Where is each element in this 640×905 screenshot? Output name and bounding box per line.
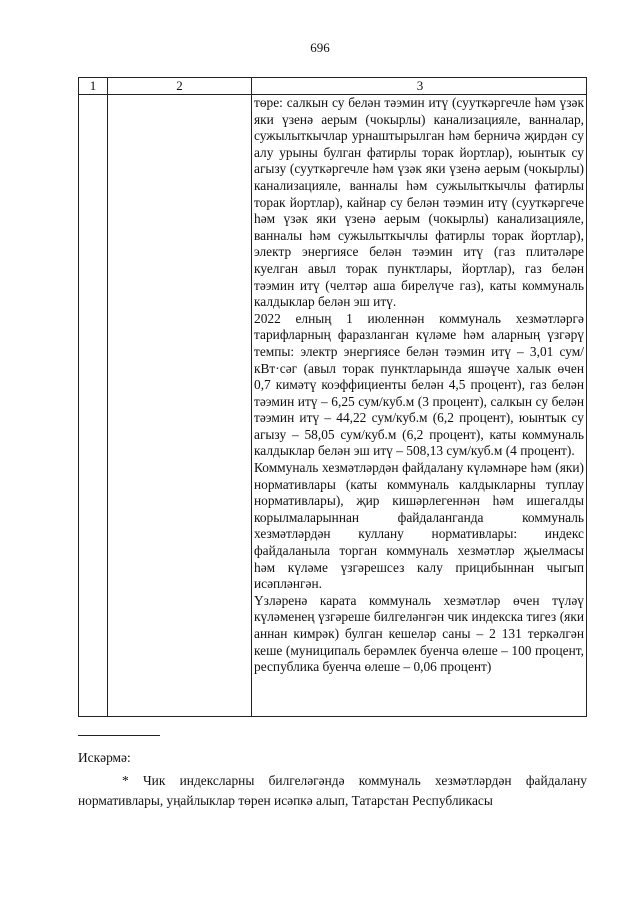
document-table: [78, 77, 587, 717]
paragraph: төре: салкын су белән тәэмин итү (сууткәргечле һәм үзәк яки үзенә аерым (чокырлы) канализацияле, ванналар, сужылыткычлар урнаштырылган һәм берничә җирдән су алу урыны булган фатирлы торак йортлар), юынтык су агызу (сууткәргечле һәм үзәк яки үзенә аерым (чокырлы) канализацияле, ванналы һәм сужылыткычлы фатирлы торак йортлар), кайнар су белән тәэмин итү (сууткәргече һәм үзәк яки үзенә аерым (чокырлы) канализацияле, ванналы һәм сужылыткычлы фатирлы торак йортлар), электр энергиясе белән тәэмин итү (газ плитәләре куелган авыл торак пунктлары, йортлар), газ белән тәэмин итү (челтәр аша бирелүче газ), каты коммуналь калдыклар белән эш итү.: [254, 95, 584, 310]
column-divider: [107, 78, 108, 716]
footnote-separator: [78, 735, 160, 736]
page-number: 696: [310, 40, 330, 55]
footnote-paragraph: * Чик индексларны билгеләгәндә коммуналь хезмәтләрдән файдалану нормативлары, уңайлыклар төрен исәпкә алып, Татарстан Республикасы: [78, 773, 587, 808]
column-3-content: [254, 95, 584, 676]
column-header-3: 3: [416, 78, 424, 93]
column-divider: [251, 78, 252, 716]
column-header-2: 2: [176, 78, 183, 93]
footnote-text: [78, 771, 587, 811]
paragraph: 2022 елның 1 июленнән коммуналь хезмәтләргә тарифларның фаразланган күләме һәм аларның үзгәрү темпы: электр энергиясе белән тәэмин итү – 3,01 сум/кВт·сәг (авыл торак пунктларында яшәүче халык өчен 0,7 кимәтү коэффициенты белән 4,5 процент), газ белән тәэмин итү – 6,25 сум/куб.м (3 процент), салкын су белән тәэмин итү – 44,22 сум/куб.м (6,2 процент), юынтык су агызу – 58,05 сум/куб.м (6,2 процент), каты коммуналь калдыклар белән эш итү – 508,13 сум/куб.м (4 процент).: [254, 310, 584, 459]
paragraph: Үзләренә карата коммуналь хезмәтләр өчен түләү күләменең үзгәреше билгеләнгән чик индекска тигез (яки аннан кимрәк) булган кешеләр саны – 2 131 теркәлгән кеше (муниципаль берәмлек буенча өлеше – 100 процент, республика буенча өлеше – 0,06 процент): [254, 592, 584, 675]
footnote-heading: Искәрмә:: [78, 750, 131, 765]
column-header-1: 1: [89, 78, 97, 93]
paragraph: Коммуналь хезмәтләрдән файдалану күләмнәре һәм (яки) нормативлары (каты коммуналь калдыкларны туплау нормативлары), җир кишәрлегеннән һәм ишегалды корылмаларыннан файдаланганда коммуналь хезмәтләрдән куллану нормативлары: индекс файдаланыла торган коммуналь хезмәтләр җыелмасы һәм күләме үзгәрешсез калу прицибыннан чыгып исәпләнгән.: [254, 460, 584, 592]
table-header-row: [79, 78, 586, 95]
